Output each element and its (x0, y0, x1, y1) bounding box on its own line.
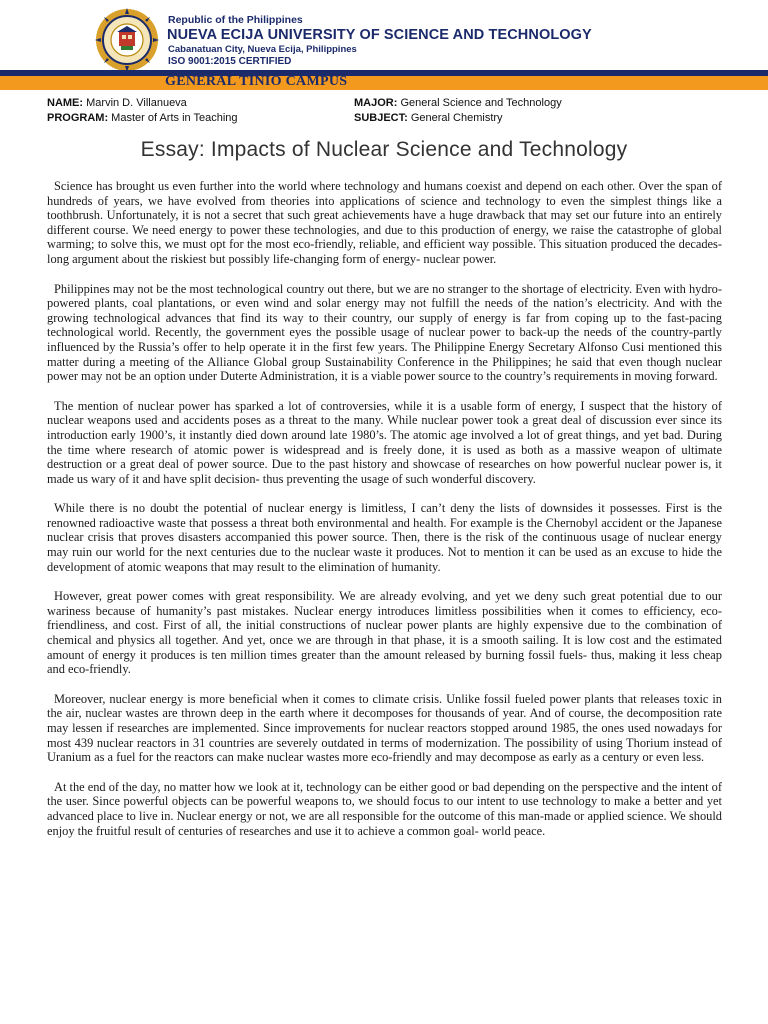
university-name: NUEVA ECIJA UNIVERSITY OF SCIENCE AND TECHNOLOGY (167, 27, 592, 43)
essay-paragraph: However, great power comes with great responsibility. We are already evolving, and yet we deny such great potential due to our wariness because of humanity’s past mistakes. Nuclear energy introduces limitless possibilities when it comes to efficiency, eco-friendliness, and cost. First of all, the initial constructions of nuclear power plants are highly expensive due to the combination of chemical and physics all together. And yet, once we are through in that phase, it is a smooth sailing. It is low cost and the estimated amount of energy it produces is ten million times greater than the amount released by burning fossil fuels- thus, making it less cheap and eco-friendly. (47, 589, 722, 677)
subject-field (354, 111, 503, 125)
essay-paragraph: At the end of the day, no matter how we look at it, technology can be either good or bad depending on the perspective and the intent of the user. Since powerful objects can be powerful weapons to, we should focus to our intent to use technology to make a better and yet advanced place to live in. Nuclear energy or not, we are all responsible for the outcome of this man-made or applied science. We should enjoy the fruitful result of centuries of researches and use it to achieve a common goal- world peace. (47, 779, 722, 838)
student-name: Marvin D. Villanueva (86, 97, 187, 109)
major-value: General Science and Technology (400, 97, 562, 109)
major-label: MAJOR: (354, 97, 398, 109)
republic-line: Republic of the Philippines (168, 14, 303, 26)
subject-value: General Chemistry (410, 112, 503, 124)
program-value: Master of Arts in Teaching (111, 112, 238, 124)
name-label: NAME: (47, 97, 84, 109)
essay-paragraph: Science has brought us even further into the world where technology and humans coexist and depend on each other. Over the span of hundreds of years, we have evolved from theories into applications of science and technology to even the simplest things like a toothbrush. Unfortunately, it is not a secret that such great achievements have a huge drawback that may set our future into an entirely different course. We need energy to power these technologies, and due to this production of energy, we raise the catastrophe of global warming; to solve this, we must opt for the most eco-friendly, reliable, and efficient way possible. This situation produced the decades-long argument about the riskiest but possibly life-changing form of energy- nuclear power. (47, 179, 722, 266)
essay-body (47, 179, 722, 853)
program-label: PROGRAM: (47, 112, 109, 124)
university-address: Cabanatuan City, Nueva Ecija, Philippines (168, 44, 357, 55)
student-name-field (47, 96, 187, 110)
essay-paragraph: The mention of nuclear power has sparked a lot of controversies, while it is a usable form of energy, I suspect that the history of nuclear weapons used and accidents poses as a threat to the many. While nuclear power took a great deal of discussion ever since its introduction early 1900’s, it instantly died down around late 1980’s. The atomic age involved a lot of great things, and yet bad. During the time where research of atomic power is widespread and is freely done, it is used as both as a massive weapon of ultimate destruction or a great deal of power source. Due to the past history and showcase of researches on how powerful nuclear power is, it made us wary of it and have split decision- thus preventing the usage of such wonderful discovery. (47, 398, 722, 486)
iso-certification: ISO 9001:2015 CERTIFIED (168, 56, 292, 67)
university-seal-icon (95, 8, 159, 72)
letterhead-text (167, 14, 592, 68)
subject-label: SUBJECT: (354, 112, 408, 124)
essay-paragraph: Moreover, nuclear energy is more beneficial when it comes to climate crisis. Unlike fossil fueled power plants that releases toxic in the air, nuclear wastes are thrown deep in the earth where it decomposes for thousands of year. And of course, the decomposition rate may lessen if researches are implemented. Since improvements for nuclear reactors stopped around 1985, the ones used nowadays for most 439 nuclear reactors in 31 countries are severely outdated in terms of modernization. The possibility of using Thorium instead of Uranium as a fuel for the reactors can make nuclear wastes more eco-friendly and may decompose as early as a century or even less. (47, 691, 722, 765)
essay-paragraph: Philippines may not be the most technological country out there, but we are no stranger to the shortage of electricity. Even with hydro-powered plants, coal plantations, or even wind and solar energy may not fulfill the needs of the nation’s electricity. And with the growing technological advances that find its way to their country, our supply of energy is far from coping up to the fast-pacing technological world. Recently, the government eyes the possible usage of nuclear power to back-up the needs of the country-partly influenced by the Russia’s offer to help operate it in the first few years. The Philippine Energy Secretary Alfonso Cusi mentioned this matter during a meeting of the Alliance Global group Sustainability Conference in the Philippines; he said that even though nuclear power may not be an option under Duterte Administration, it is a viable power source to the country’s requirements in moving forward. (47, 281, 722, 384)
major-field (354, 96, 562, 110)
essay-title: Essay: Impacts of Nuclear Science and Technology (140, 138, 628, 161)
header-band-orange (0, 76, 768, 90)
program-field (47, 111, 238, 125)
essay-paragraph: While there is no doubt the potential of nuclear energy is limitless, I can’t deny the lists of downsides it possesses. First is the renowned radioactive waste that possess a threat both environmental and health. For example is the Chernobyl accident or the Japanese nuclear crisis that proves disasters accompanied this power source. Then, there is the risk of the continuous usage of nuclear energy may ruin our world for the next centuries due to the nuclear waste it produces. Not to mention it can be used as an excuse to hide the development of atomic weapons that may result to the elimination of humanity. (47, 501, 722, 574)
campus-name: GENERAL TINIO CAMPUS (165, 74, 348, 89)
